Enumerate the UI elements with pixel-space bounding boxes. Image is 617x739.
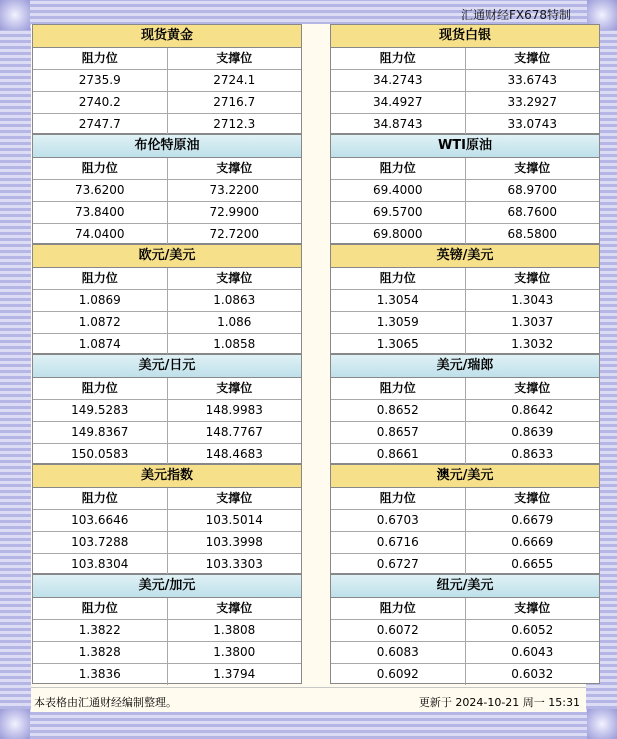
content-area [31,24,586,687]
resistance-value: 1.3822 [78,623,121,637]
support-value: 103.5014 [167,510,302,531]
table-header-row [331,48,599,70]
resistance-value: 73.8400 [74,205,125,219]
header-resistance: 阻力位 [379,271,416,285]
support-value: 1.086 [167,312,302,333]
header-support: 支撑位 [465,598,600,619]
support-value: 1.3794 [167,664,302,685]
resistance-value: 103.7288 [71,535,129,549]
table-header-row [33,598,301,620]
header-resistance: 阻力位 [81,601,118,615]
header-resistance: 阻力位 [379,51,416,65]
header-support: 支撑位 [465,488,600,509]
header-resistance: 阻力位 [379,601,416,615]
table-row [331,510,599,532]
resistance-value: 150.0583 [71,447,129,461]
table-title: 欧元/美元 [33,245,301,268]
header-support: 支撑位 [167,598,302,619]
header-support: 支撑位 [167,488,302,509]
resistance-value: 0.8657 [376,425,419,439]
header-resistance: 阻力位 [81,161,118,175]
support-value: 73.2200 [167,180,302,201]
support-value: 148.9983 [167,400,302,421]
support-value: 68.7600 [465,202,600,223]
table-row [33,92,301,114]
table-row [33,510,301,532]
support-value: 103.3303 [167,554,302,575]
quote-table-brent [32,134,302,244]
support-value: 0.6655 [465,554,600,575]
resistance-value: 1.3054 [376,293,419,307]
support-value: 148.7767 [167,422,302,443]
resistance-value: 69.5700 [372,205,423,219]
table-row [331,554,599,575]
table-header-row [33,488,301,510]
table-row [33,620,301,642]
support-value: 148.4683 [167,444,302,465]
table-row [331,224,599,245]
header-resistance: 阻力位 [81,51,118,65]
table-title: 现货黄金 [33,25,301,48]
table-row [331,664,599,685]
support-value: 33.0743 [465,114,600,135]
support-value: 72.7200 [167,224,302,245]
table-title: 澳元/美元 [331,465,599,488]
table-row [331,114,599,135]
resistance-value: 73.6200 [74,183,125,197]
quote-table-wti [330,134,600,244]
header-bar [0,0,617,24]
quote-table-gbpusd [330,244,600,354]
support-value: 2724.1 [167,70,302,91]
table-row [331,70,599,92]
support-value: 33.6743 [465,70,600,91]
resistance-value: 2747.7 [78,117,121,131]
resistance-value: 0.6703 [376,513,419,527]
support-value: 1.3800 [167,642,302,663]
table-title: WTI原油 [331,135,599,158]
quote-table-gold [32,24,302,134]
table-header-row [331,158,599,180]
quote-table-usdchf [330,354,600,464]
support-value: 68.5800 [465,224,600,245]
resistance-value: 0.6716 [376,535,419,549]
table-row [33,114,301,135]
resistance-value: 0.6083 [376,645,419,659]
resistance-value: 1.0874 [78,337,121,351]
resistance-value: 1.0872 [78,315,121,329]
resistance-value: 0.8661 [376,447,419,461]
table-row [33,664,301,685]
header-support: 支撑位 [167,48,302,69]
table-row [331,532,599,554]
support-value: 0.6043 [465,642,600,663]
table-header-row [33,268,301,290]
table-title: 美元指数 [33,465,301,488]
table-row [331,400,599,422]
resistance-value: 1.3828 [78,645,121,659]
table-row [331,290,599,312]
resistance-value: 34.4927 [372,95,423,109]
header-support: 支撑位 [465,378,600,399]
table-row [33,224,301,245]
table-header-row [33,378,301,400]
table-title: 美元/瑞郎 [331,355,599,378]
table-row [331,422,599,444]
header-support: 支撑位 [167,378,302,399]
table-row [33,334,301,355]
table-row [33,642,301,664]
resistance-value: 0.6072 [376,623,419,637]
support-value: 0.6679 [465,510,600,531]
support-value: 1.3037 [465,312,600,333]
support-value: 0.8642 [465,400,600,421]
resistance-value: 0.6092 [376,667,419,681]
header-support: 支撑位 [465,268,600,289]
corner-ornament-bottom-left [0,709,30,739]
header-resistance: 阻力位 [81,271,118,285]
table-row [33,290,301,312]
support-value: 0.6052 [465,620,600,641]
support-value: 1.3808 [167,620,302,641]
resistance-value: 149.5283 [71,403,129,417]
resistance-value: 103.6646 [71,513,129,527]
table-row [331,334,599,355]
support-value: 0.8639 [465,422,600,443]
resistance-value: 69.8000 [372,227,423,241]
resistance-value: 2740.2 [78,95,121,109]
quote-table-dxy [32,464,302,574]
resistance-value: 103.8304 [71,557,129,571]
support-value: 2712.3 [167,114,302,135]
table-row [33,422,301,444]
resistance-value: 1.3059 [376,315,419,329]
table-row [33,312,301,334]
resistance-value: 74.0400 [74,227,125,241]
table-row [33,400,301,422]
resistance-value: 149.8367 [71,425,129,439]
quote-table-usdjpy [32,354,302,464]
table-header-row [331,378,599,400]
support-value: 72.9900 [167,202,302,223]
footer-note: 本表格由汇通财经编制整理。 [34,696,177,709]
table-title: 美元/日元 [33,355,301,378]
quote-table-usdcad [32,574,302,684]
quote-table-audusd [330,464,600,574]
table-header-row [33,158,301,180]
table-title: 现货白银 [331,25,599,48]
support-value: 68.9700 [465,180,600,201]
header-resistance: 阻力位 [81,381,118,395]
table-row [33,202,301,224]
quote-table-eurusd [32,244,302,354]
resistance-value: 1.3065 [376,337,419,351]
resistance-value: 2735.9 [78,73,121,87]
header-support: 支撑位 [465,158,600,179]
table-title: 布伦特原油 [33,135,301,158]
support-value: 0.8633 [465,444,600,465]
support-value: 1.3043 [465,290,600,311]
support-value: 103.3998 [167,532,302,553]
table-row [331,312,599,334]
table-row [33,444,301,465]
header-resistance: 阻力位 [379,491,416,505]
support-value: 33.2927 [465,92,600,113]
resistance-value: 1.0869 [78,293,121,307]
support-value: 1.3032 [465,334,600,355]
corner-ornament-bottom-right [587,709,617,739]
header-resistance: 阻力位 [379,381,416,395]
footer-updated-time: 更新于 2024-10-21 周一 15:31 [418,696,580,709]
quote-table-nzdusd [330,574,600,684]
table-row [33,180,301,202]
support-value: 0.6669 [465,532,600,553]
support-value: 0.6032 [465,664,600,685]
header-resistance: 阻力位 [81,491,118,505]
table-header-row [33,48,301,70]
table-header-row [331,598,599,620]
table-header-row [331,268,599,290]
resistance-value: 0.8652 [376,403,419,417]
table-row [33,554,301,575]
table-row [33,70,301,92]
table-row [33,532,301,554]
support-value: 1.0858 [167,334,302,355]
table-row [331,92,599,114]
table-row [331,620,599,642]
table-title: 纽元/美元 [331,575,599,598]
table-row [331,180,599,202]
resistance-value: 0.6727 [376,557,419,571]
footer-bar [31,687,586,712]
header-support: 支撑位 [167,268,302,289]
table-row [331,642,599,664]
support-value: 1.0863 [167,290,302,311]
resistance-value: 34.8743 [372,117,423,131]
resistance-value: 34.2743 [372,73,423,87]
table-row [331,444,599,465]
resistance-value: 69.4000 [372,183,423,197]
resistance-value: 1.3836 [78,667,121,681]
quote-table-silver [330,24,600,134]
table-title: 美元/加元 [33,575,301,598]
header-title: 汇通财经FX678特制 [460,8,571,22]
table-title: 英镑/美元 [331,245,599,268]
header-support: 支撑位 [167,158,302,179]
header-resistance: 阻力位 [379,161,416,175]
support-value: 2716.7 [167,92,302,113]
table-row [331,202,599,224]
header-support: 支撑位 [465,48,600,69]
table-header-row [331,488,599,510]
